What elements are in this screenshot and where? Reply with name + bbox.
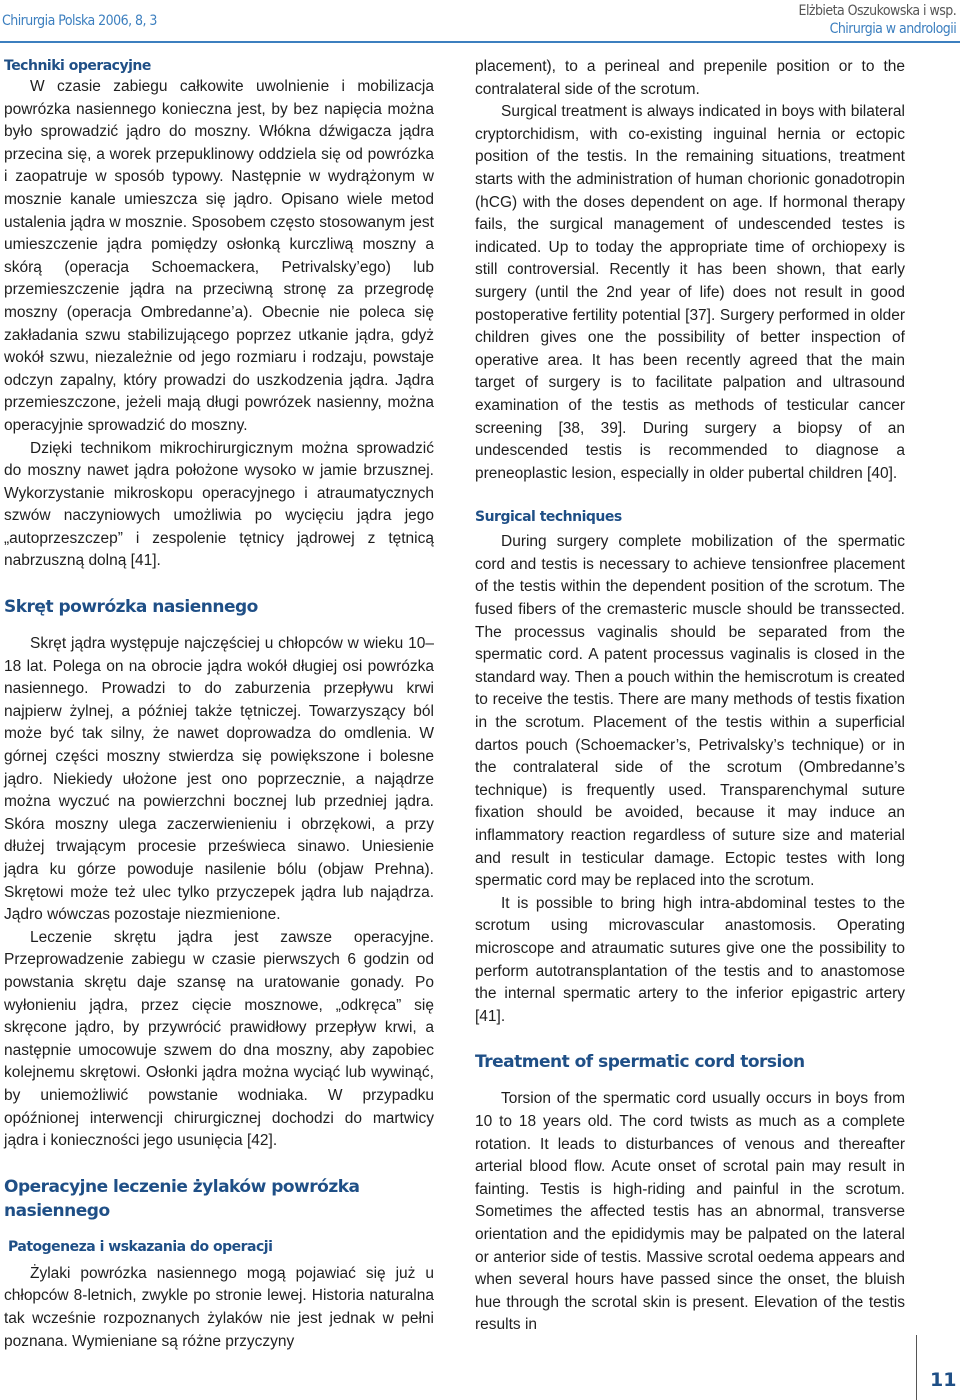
left-column bbox=[4, 56, 434, 1353]
paragraph: Żylaki powrózka nasiennego mogą pojawiać się już u chłopców 8-letnich, zwykle po stronie lewej. Historia naturalna tak wcześnie rozpoznanych żylaków nie jest jednak w pełni poznana. Wymieniane są różne przyczyny bbox=[4, 1264, 434, 1350]
paragraph: Leczenie skrętu jądra jest zawsze operacyjne. Przeprowadzenie zabiegu w czasie pierwszych 6 godzin od powstania skrętu daje szansę na uratowanie gonady. Po wyłonieniu jądra, przez cięcie mosznowe, „odkręca” się skręcone jądro, by przywrócić prawidłowy przepływ krwi, a następnie umocowuje szwem do dna moszny, aby zapobiec kolejnemu skrętowi. Osłonki jądra można wyciąć lub wywinąć, by uniemożliwić powstanie wodniaka. W przypadku opóźnionej interwencji chirurgicznej dochodzi do martwicy jądra i konieczności jego usunięcia [42]. bbox=[4, 928, 434, 1150]
article-title: Chirurgia w andrologii bbox=[829, 21, 956, 37]
running-header bbox=[798, 2, 956, 38]
heading-patogeneza: Patogeneza i wskazania do operacji bbox=[8, 1238, 273, 1255]
header-rule bbox=[0, 41, 960, 43]
paragraph: Skręt jądra występuje najczęściej u chłopców w wieku 10–18 lat. Polega on na obrocie jądra wokół długiej osi powrózka nasiennego. Prowadzi to do zaburzenia przepływu krwi najpierw żylnej, a później także tętniczej. Towarzyszący ból może być tak silny, że nawet doprowadza do omdlenia. W górnej części moszny stwierdza się powiększone i bolesne jądro. Niekiedy ułożone jest ono poprzecznie, a najądrze można wyczuć na powierzchni bocznej lub przedniej jądra. Skóra moszny ulega zaczerwienieniu i obrzękowi, a przy dłużej trwającym procesie prześwieca sinawo. Uniesienie jądra ku górze powoduje nasilenie bólu (objaw Prehna). Skrętowi może też ulec tylko przyczepek jądra lub najądrza. Jądro wówczas pozostaje niezmienione. bbox=[4, 635, 434, 924]
paragraph: During surgery complete mobilization of the spermatic cord and testis is necessary to achieve tensionfree placement of the testis within the dependent position of the scrotum. The fused fibers of the cremasteric muscle should be transsected. The processus vaginalis should be separated from the spermatic cord. A patent processus vaginalis is closed in the standard way. Then a pouch within the hemiscrotum is created to receive the testis. There are many methods of testis fixation in the scrotum. Placement of the testis within a superficial dartos pouch (Schoemacker’s, Petrivalsky’s technique) or in the contralateral side of the scrotum (Ombredanne’s technique) is frequently used. Transparenchymal suture fixation should be avoided, because it may induce an inflammatory reaction regardless of suture size and material and result in testicular damage. Ectopic testes with long spermatic cord may be replaced into the scrotum. bbox=[475, 533, 905, 890]
paragraph: It is possible to bring high intra-abdominal testes to the scrotum using microvascular anastomosis. Operating microscope and atraumatic sutures give one the possibility to perform autotransplantation of the testis and to anastomose the internal spermatic artery to the inferior epigastric artery [41]. bbox=[475, 894, 905, 1025]
right-column bbox=[475, 56, 905, 1337]
author-line: Elżbieta Oszukowska i wsp. bbox=[798, 3, 956, 19]
footer-rule bbox=[916, 1335, 917, 1400]
journal-name: Chirurgia Polska 2006, 8, 3 bbox=[2, 13, 157, 29]
paragraph: Torsion of the spermatic cord usually occurs in boys from 10 to 18 years old. The cord twists as much as a complete rotation. It leads to disturbances of venous and thereafter arterial blood flow. Acute onset of scrotal pain may result in fainting. Testis is high-riding and painful in the scrotum. Sometimes the affected testis has an abnormal, transverse orientation and the epididymis may be palpated on the lateral or anterior side of testis. Massive scrotal oedema appears and when several hours have passed since the onset, the bluish hue through the scrotal skin is present. Elevation of the testis results in bbox=[475, 1090, 905, 1334]
heading-surgical-techniques: Surgical techniques bbox=[475, 509, 622, 526]
heading-treatment-torsion: Treatment of spermatic cord torsion bbox=[475, 1052, 805, 1073]
heading-operacyjne-leczenie: Operacyjne leczenie żylaków powrózka nasiennego bbox=[4, 1176, 360, 1221]
heading-skret-powrozka: Skręt powrózka nasiennego bbox=[4, 597, 258, 618]
page-number: 11 bbox=[930, 1369, 957, 1391]
paragraph: Surgical treatment is always indicated in boys with bilateral cryptorchidism, with co-existing inguinal hernia or ectopic position of the testis. In the remaining situations, treatment starts with the administration of human chorionic gonadotropin (hCG) with the doses dependent on age. If hormonal therapy fails, the surgical management of undescended testes is indicated. Up to today the appropriate time of orchiopexy is still controversial. Recently it has been shown, that early surgery (until the 2nd year of life) does not result in good postoperative fertility potential [37]. Surgery performed in older children gives one the possibility of better inspection of operative area. It has been recently agreed that the main target of surgery is to facilitate palpation and ultrasound examination of the testis as methods of testicular cancer screening [38, 39]. During surgery a biopsy of an undescended testis is recommended to diagnose a preneoplastic lesion, especially in older pubertal children [40]. bbox=[475, 103, 905, 482]
paragraph: Dzięki technikom mikrochirurgicznym można sprowadzić do moszny nawet jądra położone wysoko w jamie brzusznej. Wykorzystanie mikroskopu operacyjnego i atraumatycznych szwów naczyniowych umożliwia po wycięciu jądra jego „autoprzeszczep” i zespolenie tętnicy jądrowej z tętnicą nabrzuszną dolną [41]. bbox=[4, 439, 434, 570]
heading-techniki-operacyjne: Techniki operacyjne bbox=[4, 58, 151, 74]
paragraph: placement), to a perineal and prepenile position or to the contralateral side of the scrotum. bbox=[475, 58, 905, 98]
paragraph: W czasie zabiegu całkowite uwolnienie i mobilizacja powrózka nasiennego konieczna jest, by bez napięcia można było sprowadzić jądro do moszny. Włókna dźwigacza jądra przecina się, a worek przepuklinowy oddziela się od powrózka i zaopatruje w sposób typowy. Następnie w wydrążonym w mosznie kanale umieszcza się jądro. Opisano wiele metod ustalenia jądra w mosznie. Sposobem często stosowanym jest umieszczenie jądra pomiędzy osłonką kurczliwą moszny a skórą (operacja Schoemackera, Petrivalsky’ego) lub przemieszczenie jądra na przeciwną stronę za przegrodę moszny (operacja Ombredanne’a). Obecnie nie poleca się zakładania szwu stabilizującego poprzez utkanie jądra, gdyż wokół szwu, niezależnie od jego rozmiaru i rodzaju, powstaje odczyn zapalny, który prowadzi do uszkodzenia jądra. Jądra przemieszczone, jeżeli mają długi powrózek nasienny, można operacyjnie sprowadzić do moszny. bbox=[4, 78, 434, 434]
